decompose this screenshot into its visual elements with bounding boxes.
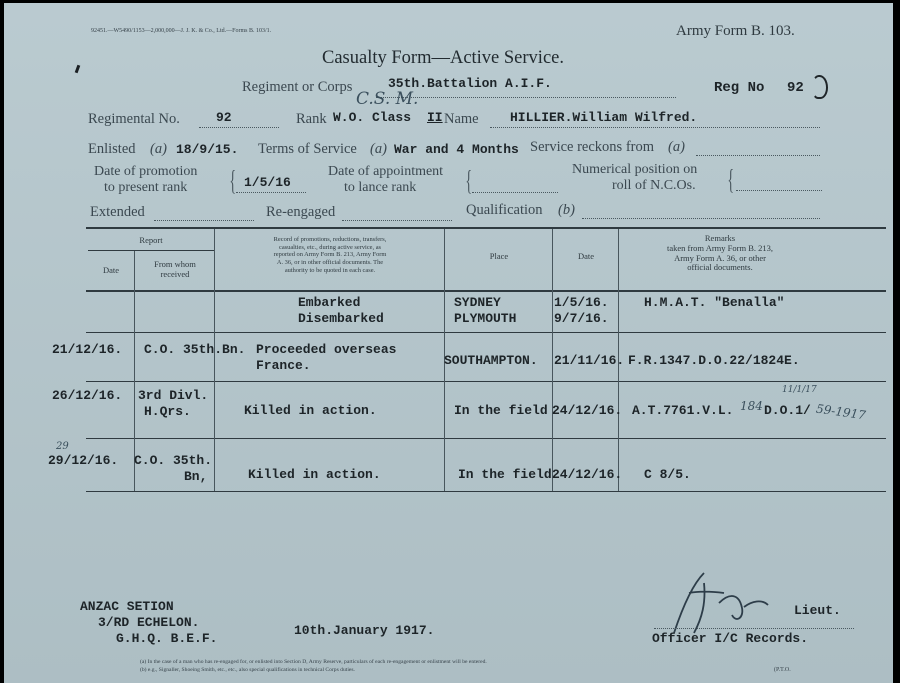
printer-line: 92451.—W5490/1153—2,000,000—J. J. K. & Co., Ltd.—Forms B. 103/1. — [91, 28, 272, 34]
regimental-no-label: Regimental No. — [88, 111, 180, 127]
col-from-header — [136, 260, 214, 280]
col-record-line-2: casualties, etc., during active service, as — [278, 243, 382, 251]
row3-remarks-2: D.O.1/ — [764, 403, 811, 418]
terms-mark: (a) — [370, 141, 387, 157]
row1-record-2: Disembarked — [298, 311, 384, 326]
row2-from: C.O. 35th.Bn. — [144, 342, 246, 357]
rank-handwritten: C.S. M. — [356, 89, 419, 109]
row4-remarks: C 8/5. — [644, 467, 691, 482]
table-top-rule — [86, 227, 886, 229]
report-subrule — [88, 250, 214, 251]
rank-value: W.O. Class — [333, 110, 412, 125]
numerical-dotted-line — [736, 190, 822, 191]
col-date-header: Date — [102, 265, 120, 275]
enlisted-value: 18/9/15. — [176, 142, 239, 157]
form-number: Army Form B. 103. — [676, 23, 795, 39]
row3-date2: 24/12/16. — [552, 403, 623, 418]
col-record-line-4: A. 36, or in other official documents. The — [276, 259, 384, 267]
extended-label: Extended — [90, 204, 145, 220]
row1-remarks: H.M.A.T. "Benalla" — [644, 295, 785, 310]
row4-from-1: C.O. 35th. — [134, 453, 213, 468]
terms-label: Terms of Service — [258, 141, 357, 157]
enlisted-label: Enlisted — [88, 141, 136, 157]
rank-roman: II — [427, 110, 443, 125]
row4-place: In the field — [458, 467, 552, 482]
regimental-no-value: 92 — [216, 110, 232, 125]
row1-date2-2: 9/7/16. — [554, 311, 609, 326]
col-from-line-2: received — [160, 268, 190, 279]
numerical-label-1: Numerical position on — [572, 162, 698, 177]
footer-officer: Officer I/C Records. — [652, 631, 809, 646]
appointment-dotted-line — [472, 192, 558, 193]
regiment-value: 35th.Battalion A.I.F. — [388, 76, 552, 91]
footnote-a: (a) In the case of a man who has re-engaged for, or enlisted into Section D, Army Reserve, particulars of each re-engagement or enlistment will be entered. — [140, 659, 487, 665]
row2-remarks: F.R.1347.D.O.22/1824E. — [628, 353, 800, 368]
row3-from-1: 3rd Divl. — [138, 388, 209, 403]
service-reckons-mark: (a) — [668, 139, 685, 155]
promotion-label-1: Date of promotion — [94, 164, 198, 179]
ink-mark — [812, 75, 828, 99]
qualification-mark: (b) — [558, 202, 575, 218]
name-label: Name — [444, 111, 479, 127]
pto-note: (P.T.O. — [774, 667, 791, 673]
col-remarks-line-4: official documents. — [687, 262, 753, 273]
signature-dotted-line — [654, 628, 854, 629]
service-reckons-dotted-line — [696, 155, 820, 156]
row1-record-1: Embarked — [298, 295, 361, 310]
col-remarks-line-2: taken from Army Form B. 213, — [666, 242, 773, 253]
row4-date-note: 29 — [56, 441, 69, 452]
row2-record-1: Proceeded overseas — [256, 342, 397, 357]
footer-rank: Lieut. — [794, 603, 841, 618]
footer-office-1: ANZAC SETION — [80, 599, 174, 614]
terms-value: War and 4 Months — [394, 142, 519, 157]
col-record-line-5: authority to be quoted in each case. — [284, 266, 376, 274]
rank-label: Rank — [296, 111, 327, 127]
col-record-line-1: Record of promotions, reductions, transfers, — [273, 236, 387, 243]
row3-date: 26/12/16. — [52, 388, 123, 403]
name-dotted-line — [490, 127, 820, 128]
row3-record: Killed in action. — [244, 403, 377, 418]
numerical-brace: { — [727, 165, 735, 196]
footer-date: 10th.January 1917. — [294, 623, 435, 638]
row-rule-1 — [86, 332, 886, 333]
qualification-dotted-line — [582, 218, 820, 219]
promotion-brace: { — [229, 166, 237, 197]
service-reckons-label: Service reckons from — [530, 139, 655, 155]
casualty-form-document — [4, 3, 893, 683]
col-record-line-3: reported on Army Form B. 213, Army Form — [273, 251, 387, 259]
row1-place-1: SYDNEY — [454, 295, 501, 310]
promotion-value: 1/5/16 — [244, 175, 291, 190]
col-divider-2 — [214, 229, 215, 491]
footnote-b: (b) e.g., Signaller, Shoeing Smith, etc., etc., also special qualifications in technical Corps duties. — [140, 667, 355, 673]
col-record-header — [218, 236, 442, 274]
row3-remarks-hand-2: 59-1917 — [815, 401, 867, 423]
col-remarks-header — [620, 234, 820, 273]
reg-no-value: 92 — [787, 80, 804, 96]
signature-text — [694, 595, 733, 604]
reg-no-label: Reg No — [714, 80, 765, 96]
reengaged-label: Re-engaged — [266, 204, 336, 220]
report-header: Report — [139, 235, 163, 245]
row-rule-3 — [86, 438, 886, 439]
row4-date: 29/12/16. — [48, 453, 119, 468]
row2-record-2: France. — [256, 358, 311, 373]
regimental-no-dotted-line — [199, 127, 279, 128]
promotion-label-2: to present rank — [104, 180, 188, 195]
name-value: HILLIER.William Wilfred. — [510, 110, 698, 125]
col-from-line-1: From whom — [154, 259, 196, 269]
row-rule-2 — [86, 381, 886, 382]
col-place-header: Place — [489, 251, 509, 261]
row4-date2: 24/12/16. — [552, 467, 623, 482]
row1-place-2: PLYMOUTH — [454, 311, 517, 326]
form-title: Casualty Form—Active Service. — [322, 48, 564, 68]
appointment-brace: { — [465, 166, 473, 197]
regiment-dotted-line — [376, 97, 676, 98]
footer-office-3: G.H.Q. B.E.F. — [116, 631, 218, 646]
ink-speck — [75, 65, 81, 74]
row1-date2-1: 1/5/16. — [554, 295, 609, 310]
row2-date: 21/12/16. — [52, 342, 123, 357]
appointment-label-1: Date of appointment — [328, 164, 444, 179]
row3-remarks: A.T.7761.V.L. — [632, 403, 734, 418]
row4-from-2: Bn, — [184, 469, 208, 484]
reengaged-dotted-line — [342, 220, 452, 221]
row4-record: Killed in action. — [248, 467, 381, 482]
col-date2-header: Date — [577, 251, 595, 261]
qualification-label: Qualification — [466, 202, 543, 218]
promotion-dotted-line — [236, 192, 306, 193]
row3-from-2: H.Qrs. — [144, 404, 191, 419]
col-remarks-line-3: Army Form A. 36, or other — [674, 252, 766, 263]
row-rule-4 — [86, 491, 886, 492]
regiment-label: Regiment or Corps — [242, 79, 353, 95]
row2-place: SOUTHAMPTON. — [444, 353, 538, 368]
enlisted-mark: (a) — [150, 141, 167, 157]
extended-dotted-line — [154, 220, 254, 221]
row3-remarks-hand-top: 11/1/17 — [782, 385, 817, 395]
appointment-label-2: to lance rank — [344, 180, 417, 195]
table-header-rule — [86, 290, 886, 292]
col-remarks-line-1: Remarks — [704, 233, 736, 243]
row3-place: In the field — [454, 403, 548, 418]
row3-remarks-hand: 184 — [740, 399, 763, 413]
row2-date2: 21/11/16. — [554, 353, 625, 368]
numerical-label-2: roll of N.C.Os. — [612, 178, 696, 193]
col-divider-4 — [552, 229, 553, 491]
footer-office-2: 3/RD ECHELON. — [98, 615, 200, 630]
